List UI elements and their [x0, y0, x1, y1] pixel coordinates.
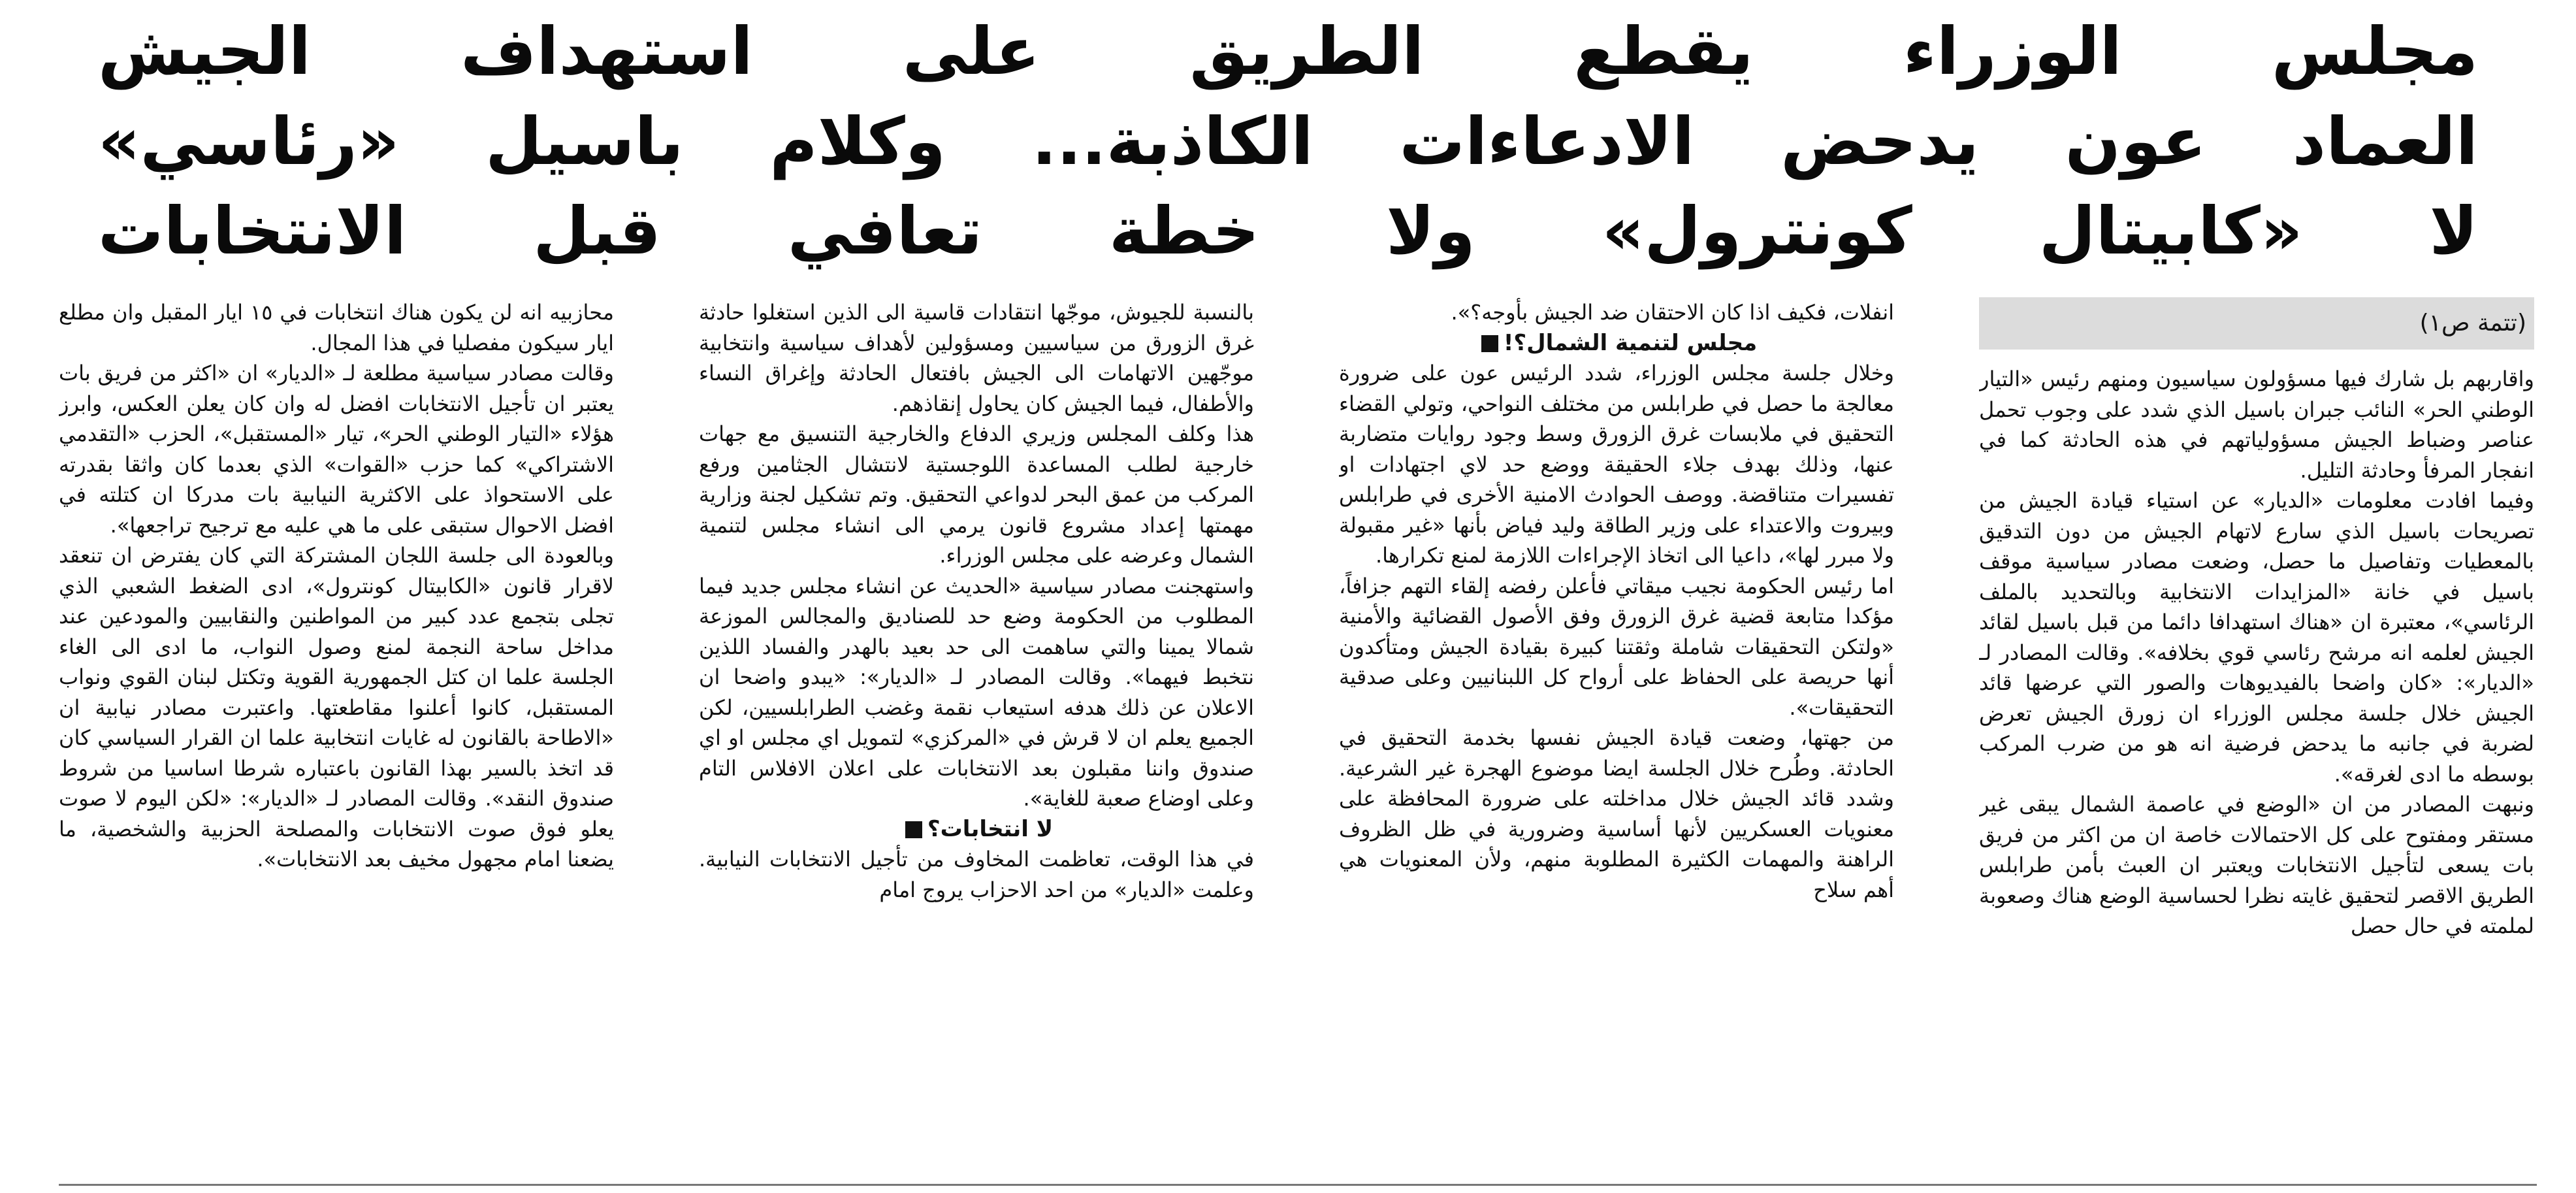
headline-line-3: لا «كابيتال كونترول» ولا خطة تعافي قبل الانتخابات — [98, 193, 2478, 269]
paragraph: وفيما افادت معلومات «الديار» عن استياء قيادة الجيش من تصريحات باسيل الذي سارع لاتهام الجيش من دون التدقيق بالمعطيات وتفاصيل ما حصل، وضعت مصادر سياسية موقف باسيل في خانة «المزايدات الانتخابية وبالتحديد بالملف الرئاسي»، معتبرة ان «هناك استهدافا دائما من قبل باسيل لقائد الجيش لعلمه انه مرشح رئاسي قوي بخلافه». وقالت المصادر لـ «الديار»: «كان واضحا بالفيديوهات والصور التي عرضها قائد الجيش خلال جلسة مجلس الوزراء ان زورق الجيش تعرض لضربة في جانبه ما يدحض فرضية انه هو من ضرب المركب بوسطه ما ادى لغرقه». — [1979, 488, 2534, 787]
paragraph: وخلال جلسة مجلس الوزراء، شدد الرئيس عون على ضرورة معالجة ما حصل في طرابلس من مختلف النواحي، وتولي القضاء التحقيق في ملابسات غرق الزورق وسط وجود روايات متضاربة عنها، وذلك بهدف جلاء الحقيقة ووضع حد لاي اجتهادات او تفسيرات متناقضة. ووصف الحوادث الامنية الأخرى في طرابلس وبيروت والاعتداء على وزير الطاقة وليد فياض بأنها «غير مقبولة ولا مبرر لها»، داعيا الى اتخاذ الإجراءات اللازمة لمنع تكرارها. — [1339, 361, 1894, 568]
paragraph: واقاربهم بل شارك فيها مسؤولون سياسيون ومنهم رئيس «التيار الوطني الحر» النائب جبران باسيل الذي شدد على وجوب تحمل عناصر وضباط الجيش مسؤولياتهم في هذه الحادثة كما في انفجار المرفأ وحادثة التليل. — [1979, 367, 2534, 483]
headline-line-1: مجلس الوزراء يقطع الطريق على استهداف الجيش — [98, 13, 2478, 90]
subheading-north-council — [1339, 328, 1894, 359]
subheading-no-elections — [699, 814, 1254, 845]
headline — [98, 9, 2478, 274]
square-bullet-icon — [905, 821, 922, 838]
article-column-3 — [699, 297, 1254, 1169]
paragraph: واستهجنت مصادر سياسية «الحديث عن انشاء مجلس جديد فيما المطلوب من الحكومة وضع حد للصناديق والمجالس الموزعة شمالا يمينا والتي ساهمت الى حد بعيد بالهدر والفساد اللذين نتخبط فيهما». وقالت المصادر لـ «الديار»: «يبدو واضحا ان الاعلان عن ذلك هدفه استيعاب نقمة وغضب الطرابلسيين، لكن الجميع يعلم ان لا قرش في «المركزي» لتمويل اي مجلس او اي صندوق واننا مقبلون بعد الانتخابات على اعلان الافلاس التام وعلى اوضاع صعبة للغاية». — [699, 573, 1254, 811]
article-columns — [59, 297, 2534, 1169]
paragraph: بالنسبة للجيوش، موجّها انتقادات قاسية الى الذين استغلوا حادثة غرق الزورق من سياسيين ومسؤولين لأهداف سياسية وانتخابية موجّهين الاتهامات الى الجيش بافتعال الحادثة وإغراق النساء والأطفال، فيما الجيش كان يحاول إنقاذهم. — [699, 300, 1254, 416]
headline-line-2: العماد عون يدحض الادعاءات الكاذبة... وكلام باسيل «رئاسي» — [98, 103, 2478, 180]
continued-label: (تتمة ص١) — [1979, 297, 2534, 350]
bottom-divider — [59, 1184, 2537, 1186]
paragraph: في هذا الوقت، تعاظمت المخاوف من تأجيل الانتخابات النيابية. وعلمت «الديار» من احد الاحزاب يروج امام — [699, 847, 1254, 902]
paragraph: انفلات، فكيف اذا كان الاحتقان ضد الجيش بأوجه؟». — [1451, 300, 1894, 325]
paragraph: ونبهت المصادر من ان «الوضع في عاصمة الشمال يبقى غير مستقر ومفتوح على كل الاحتمالات خاصة ان من اكثر من فريق بات يسعى لتأجيل الانتخابات ويعتبر ان العبث بأمن طرابلس الطريق الاقصر لتحقيق غايته نظرا لحساسية الوضع هناك وصعوبة لملمته في حال حصل — [1979, 792, 2534, 938]
subheading-text: مجلس لتنمية الشمال؟! — [1503, 329, 1758, 356]
paragraph: من جهتها، وضعت قيادة الجيش نفسها بخدمة التحقيق في الحادثة. وطُرح خلال الجلسة ايضا موضوع الهجرة غير الشرعية. وشدد قائد الجيش خلال مداخلته على ضرورة المحافظة على معنويات العسكريين لأنها أساسية وضرورية في ظل الظروف الراهنة والمهمات الكثيرة المطلوبة منهم، ولأن المعنويات هي أهم سلاح — [1339, 725, 1894, 902]
paragraph: محازبيه انه لن يكون هناك انتخابات في ١٥ ايار المقبل وان مطلع ايار سيكون مفصليا في هذا المجال. — [59, 300, 614, 355]
paragraph: وقالت مصادر سياسية مطلعة لـ «الديار» ان «اكثر من فريق بات يعتبر ان تأجيل الانتخابات افضل له وان كان يعلن العكس، وابرز هؤلاء «التيار الوطني الحر»، تيار «المستقبل»، الحزب «التقدمي الاشتراكي» كما حزب «القوات» الذي بعدما كان واثقا بقدرته على الاستحواذ على الاكثرية النيابية بات مدركا ان كتلته في افضل الاحوال ستبقى على ما هي عليه مع ترجيح تراجعها». — [59, 361, 614, 538]
subheading-text: لا انتخابات؟ — [927, 815, 1054, 842]
paragraph: اما رئيس الحكومة نجيب ميقاتي فأعلن رفضه إلقاء التهم جزافاً، مؤكدا متابعة قضية غرق الزورق وفق الأصول القضائية والأمنية «ولتكن التحقيقات شاملة وثقتنا كبيرة بقيادة الجيش ومتأكدون أنها حريصة على الحفاظ على أرواح كل اللبنانيين وعلى صدقية التحقيقات». — [1339, 573, 1894, 720]
paragraph: هذا وكلف المجلس وزيري الدفاع والخارجية التنسيق مع جهات خارجية لطلب المساعدة اللوجستية لانتشال الجثامين ورفع المركب من عمق البحر لدواعي التحقيق. وتم تشكيل لجنة وزارية مهمتها إعداد مشروع قانون يرمي الى انشاء مجلس لتنمية الشمال وعرضه على مجلس الوزراء. — [699, 421, 1254, 568]
square-bullet-icon — [1481, 335, 1498, 352]
article-column-2 — [1339, 297, 1894, 1169]
article-column-1 — [1979, 297, 2534, 1169]
article-column-4 — [59, 297, 614, 1169]
paragraph: وبالعودة الى جلسة اللجان المشتركة التي كان يفترض ان تنعقد لاقرار قانون «الكابيتال كونترول»، ادى الضغط الشعبي الذي تجلى بتجمع عدد كبير من المواطنين والنقابيين والمودعين عند مداخل ساحة النجمة لمنع وصول النواب، ما ادى الى الغاء الجلسة علما ان كتل الجمهورية القوية وتكتل لبنان القوي ونواب المستقبل، كانوا أعلنوا مقاطعتها. واعتبرت مصادر نيابية ان «الاطاحة بالقانون له غايات انتخابية علما ان القرار السياسي كان قد اتخذ بالسير بهذا القانون باعتباره شرطا اساسيا من شروط صندوق النقد». وقالت المصادر لـ «الديار»: «لكن اليوم لا صوت يعلو فوق صوت الانتخابات والمصلحة الحزبية والشخصية، ما يضعنا امام مجهول مخيف بعد الانتخابات». — [59, 543, 614, 872]
